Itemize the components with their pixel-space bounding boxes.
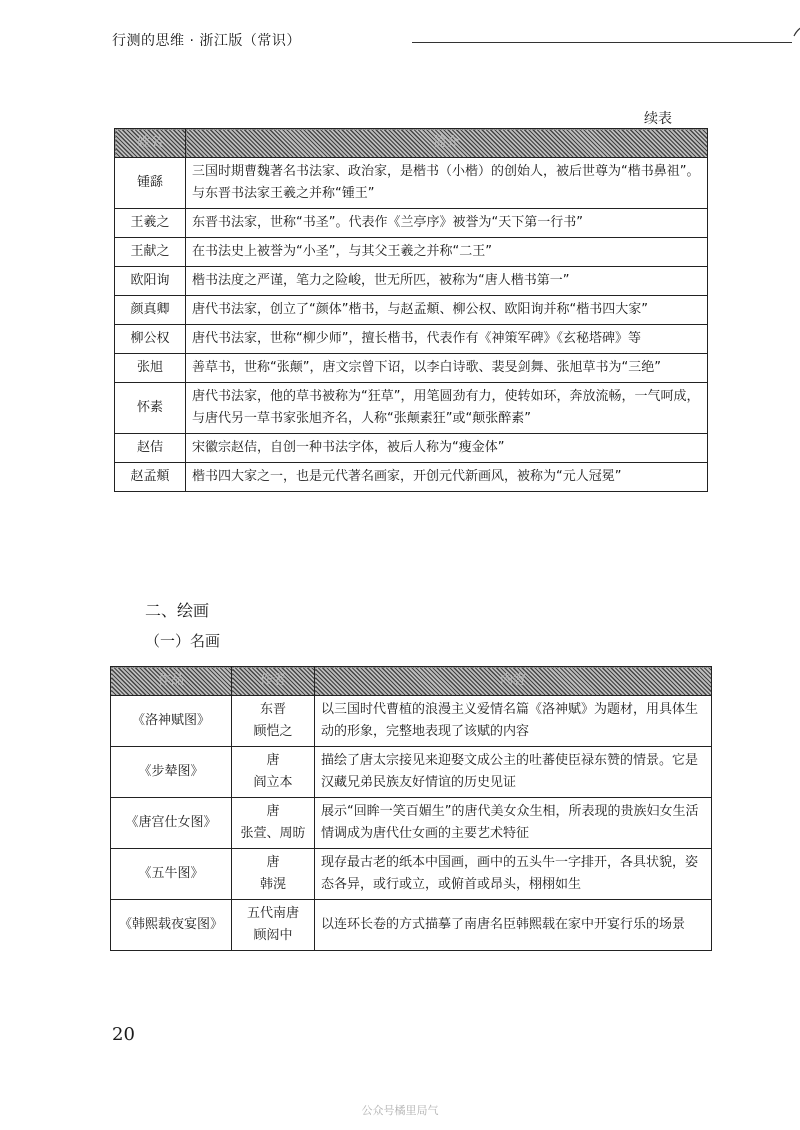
paintings-table [110,666,712,951]
leaf-ornament-icon [790,20,800,50]
table-row [115,354,708,383]
painting-title: 《洛神赋图》 [111,696,232,747]
calligrapher-desc: 三国时期曹魏著名书法家、政治家，是楷书（小楷）的创始人，被后世尊为“楷书鼻祖”。与东晋书法家王羲之并称“锺王” [186,158,708,209]
calligrapher-desc: 东晋书法家，世称“书圣”。代表作《兰亭序》被誉为“天下第一行书” [186,209,708,238]
painting-author-cell [232,900,315,951]
calligrapher-name: 王羲之 [115,209,186,238]
table-row [111,900,712,951]
calligrapher-desc: 善草书，世称“张颠”，唐文宗曾下诏，以李白诗歌、裴旻剑舞、张旭草书为“三绝” [186,354,708,383]
painting-author-cell [232,696,315,747]
header-rule [412,42,792,43]
painting-dynasty: 东晋 [259,702,286,717]
painting-author: 顾闳中 [253,928,293,943]
table-row [115,158,708,209]
calligrapher-desc: 在书法史上被誉为“小圣”，与其父王羲之并称“二王” [186,238,708,267]
calligrapher-name: 柳公权 [115,325,186,354]
table-row [111,747,712,798]
table-row [111,798,712,849]
painting-desc: 以三国时代曹植的浪漫主义爱情名篇《洛神赋》为题材，用具体生动的形象，完整地表现了该赋的内容 [315,696,712,747]
table-row [115,296,708,325]
continued-label: 续表 [644,111,672,127]
calligrapher-desc: 楷书法度之严谨，笔力之险峻，世无所匹，被称为“唐人楷书第一” [186,267,708,296]
painting-desc: 展示“回眸一笑百媚生”的唐代美女众生相，所表现的贵族妇女生活情调成为唐代仕女画的主要艺术特征 [315,798,712,849]
running-header [112,30,712,58]
calligrapher-desc: 唐代书法家，创立了“颜体”楷书，与赵孟頫、柳公权、欧阳询并称“楷书四大家” [186,296,708,325]
header-name: 姓名 [115,129,186,158]
calligrapher-name: 锺繇 [115,158,186,209]
table-row [115,463,708,492]
calligrapher-desc: 楷书四大家之一，也是元代著名画家，开创元代新画风，被称为“元人冠冕” [186,463,708,492]
painting-title: 《唐宫仕女图》 [111,798,232,849]
painting-dynasty: 唐 [266,753,280,768]
painting-author-cell [232,849,315,900]
painting-author-cell [232,798,315,849]
calligrapher-name: 怀素 [115,383,186,434]
subsection-title: （一）名画 [145,632,221,650]
painting-author-cell [232,747,315,798]
painting-author: 顾恺之 [253,724,293,739]
painting-author: 阎立本 [253,775,293,790]
calligraphers-table [114,128,708,492]
painting-desc: 以连环长卷的方式描摹了南唐名臣韩熙载在家中开宴行乐的场景 [315,900,712,951]
painting-dynasty: 唐 [266,855,280,870]
calligrapher-name: 欧阳询 [115,267,186,296]
table-header-row [115,129,708,158]
painting-dynasty: 五代南唐 [246,906,299,921]
header-content: 内容 [315,667,712,696]
painting-title: 《五牛图》 [111,849,232,900]
watermark: 公众号橘里局气 [361,1104,439,1117]
table-row [115,267,708,296]
table-row [115,209,708,238]
header-work: 作品 [111,667,232,696]
table-row [115,434,708,463]
table-row [115,383,708,434]
painting-author: 张萱、周昉 [240,826,306,841]
header-intro: 简介 [186,129,708,158]
calligrapher-desc: 唐代书法家，他的草书被称为“狂草”，用笔圆劲有力，使转如环，奔放流畅，一气呵成，与唐代另一草书家张旭齐名，人称“张颠素狂”或“颠张醉素” [186,383,708,434]
page-number: 20 [112,1024,135,1045]
table-row [115,238,708,267]
calligrapher-name: 赵佶 [115,434,186,463]
painting-title: 《韩熙载夜宴图》 [111,900,232,951]
calligrapher-desc: 唐代书法家，世称“柳少师”，擅长楷书，代表作有《神策军碑》《玄秘塔碑》等 [186,325,708,354]
section-title: 二、绘画 [145,601,210,620]
calligrapher-name: 王献之 [115,238,186,267]
painting-desc: 现存最古老的纸本中国画，画中的五头牛一字排开，各具状貌，姿态各异，或行或立，或俯首或昂头，栩栩如生 [315,849,712,900]
header-author: 作者 [232,667,315,696]
table-row [111,849,712,900]
painting-dynasty: 唐 [266,804,280,819]
calligrapher-name: 张旭 [115,354,186,383]
book-title: 行测的思维 · 浙江版（常识） [112,33,301,49]
calligrapher-name: 赵孟頫 [115,463,186,492]
painting-author: 韩滉 [259,877,286,892]
painting-title: 《步辇图》 [111,747,232,798]
table-row [115,325,708,354]
painting-desc: 描绘了唐太宗接见来迎娶文成公主的吐蕃使臣禄东赞的情景。它是汉藏兄弟民族友好情谊的历史见证 [315,747,712,798]
table-header-row [111,667,712,696]
calligrapher-name: 颜真卿 [115,296,186,325]
table-row [111,696,712,747]
calligrapher-desc: 宋徽宗赵佶，自创一种书法字体，被后人称为“瘦金体” [186,434,708,463]
